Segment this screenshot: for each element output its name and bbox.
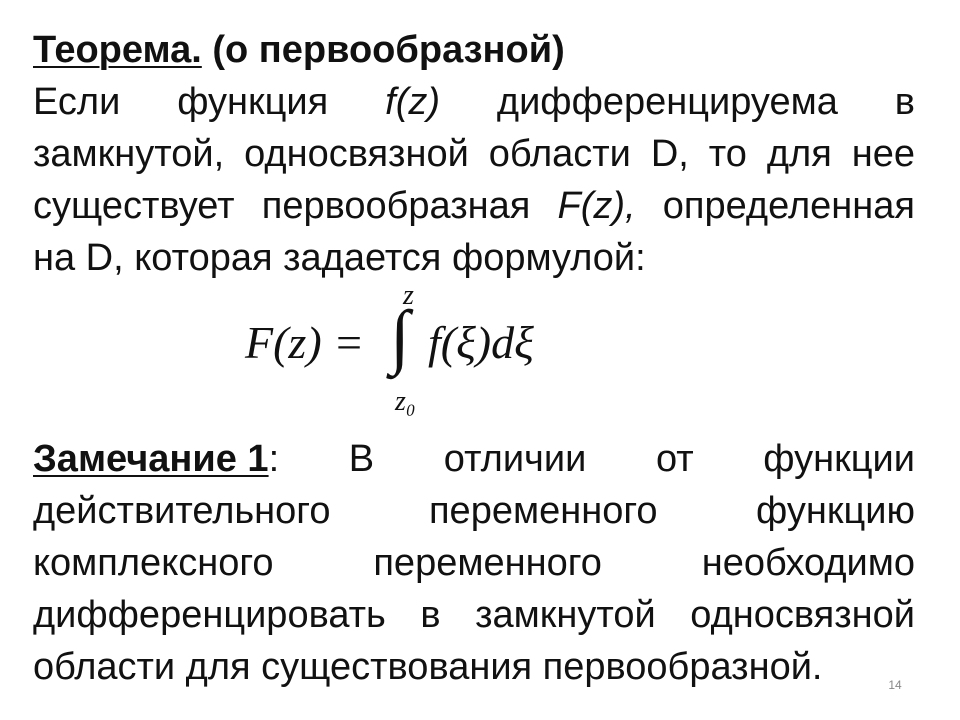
word: действительного: [33, 490, 331, 532]
word: то: [708, 133, 747, 175]
word: отличии: [443, 438, 587, 480]
word: функцию: [756, 490, 915, 532]
word: переменного: [428, 490, 658, 532]
word: функции: [763, 438, 915, 480]
remark-line-1: [33, 433, 915, 485]
page-number: 14: [888, 678, 902, 692]
formula-lhs: F(z) =: [245, 317, 365, 368]
function-Fz: F(z),: [557, 185, 636, 227]
domain-d: D,: [650, 133, 689, 175]
theorem-line-1: [33, 76, 915, 128]
remark-title: Замечание 1: [33, 438, 269, 480]
word: дифференцировать: [33, 594, 386, 636]
antiderivative-formula: [245, 278, 665, 428]
integral-sign: ∫: [390, 296, 410, 376]
theorem-title: Теорема.: [33, 29, 202, 71]
theorem-line-4: на D, которая задается формулой:: [33, 237, 646, 279]
remark-line-2: [33, 485, 915, 537]
word: комплексного: [33, 542, 274, 584]
remark-line-3: [33, 537, 915, 589]
word: замкнутой: [475, 594, 656, 636]
word: односвязной: [244, 133, 469, 175]
word: необходимо: [701, 542, 915, 584]
word: переменного: [373, 542, 602, 584]
word: дифференцируема: [496, 81, 838, 123]
word: определенная: [662, 185, 915, 227]
word: для: [766, 133, 832, 175]
theorem-line-2: [33, 128, 915, 180]
integral-lower-limit: z₀: [395, 386, 416, 417]
word: области: [488, 133, 631, 175]
remark-line-4: [33, 589, 915, 641]
colon: :: [268, 438, 280, 480]
theorem-line-3: [33, 180, 915, 232]
word: от: [655, 438, 694, 480]
remark-block: [33, 433, 915, 693]
remark-line-5: области для существования первообразной.: [33, 646, 823, 688]
theorem-heading: [33, 24, 915, 76]
word: функция: [177, 81, 329, 123]
word: односвязной: [690, 594, 915, 636]
theorem-subtitle: (о первообразной): [212, 29, 565, 71]
word: В: [348, 438, 375, 480]
word: существует: [33, 185, 235, 227]
integral-upper-limit: z: [403, 280, 414, 311]
formula-integrand: f(ξ)dξ: [428, 317, 534, 368]
word: первообразная: [261, 185, 531, 227]
word: в: [894, 81, 915, 123]
function-fz: f(z): [385, 81, 441, 123]
word: нее: [851, 133, 915, 175]
word: замкнутой,: [33, 133, 225, 175]
word: Если: [33, 81, 121, 123]
theorem-block: [33, 24, 915, 284]
word: в: [420, 594, 441, 636]
remark-heading: [33, 433, 279, 485]
